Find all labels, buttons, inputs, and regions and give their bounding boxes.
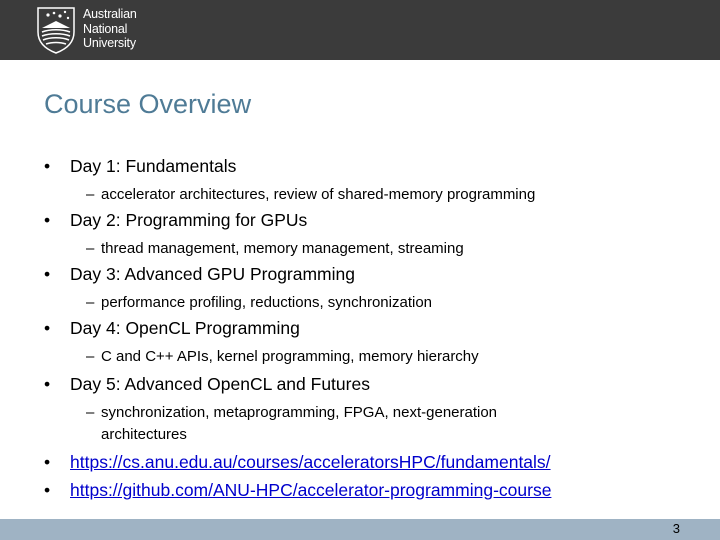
sub-item xyxy=(86,186,536,203)
bullet-icon: • xyxy=(44,318,51,338)
course-fundamentals-link[interactable]: https://cs.anu.edu.au/courses/acceleratorsHPC/fundamentals/ xyxy=(70,452,551,472)
dash-icon: – xyxy=(86,348,95,365)
list-item-text: Day 5: Advanced OpenCL and Futures xyxy=(70,374,370,394)
list-item xyxy=(44,318,300,339)
logo-line: Australian xyxy=(83,7,137,21)
list-item xyxy=(44,156,237,177)
bullet-icon: • xyxy=(44,264,51,284)
bullet-icon: • xyxy=(44,374,51,394)
list-item xyxy=(44,210,308,231)
logo-line: University xyxy=(83,36,136,50)
sub-item-text: synchronization, metaprogramming, FPGA, next-generation xyxy=(101,404,498,421)
header-bar xyxy=(0,0,720,60)
list-item-text: Day 2: Programming for GPUs xyxy=(70,210,308,230)
sub-item-text: C and C++ APIs, kernel programming, memory hierarchy xyxy=(101,348,479,365)
sub-item-text: performance profiling, reductions, synchronization xyxy=(101,294,433,311)
sub-item xyxy=(86,294,433,311)
bullet-icon: • xyxy=(44,156,51,176)
list-item-text: Day 1: Fundamentals xyxy=(70,156,237,176)
list-item xyxy=(44,264,355,285)
bullet-icon: • xyxy=(44,210,51,230)
logo-line: National xyxy=(83,21,128,36)
sub-item xyxy=(86,404,498,421)
sub-item-text: architectures xyxy=(101,426,187,443)
list-item xyxy=(44,374,370,395)
bullet-icon: • xyxy=(44,452,51,472)
page-number: 3 xyxy=(672,521,680,536)
dash-icon: – xyxy=(86,404,95,421)
crest-icon xyxy=(34,6,78,54)
bullet-icon: • xyxy=(44,480,51,500)
university-logo xyxy=(34,6,164,54)
footer-bar xyxy=(0,519,720,540)
list-item-text: Day 4: OpenCL Programming xyxy=(70,318,300,338)
list-item-text: Day 3: Advanced GPU Programming xyxy=(70,264,355,284)
list-item xyxy=(44,452,551,473)
dash-icon: – xyxy=(86,240,95,257)
sub-item xyxy=(86,240,464,257)
github-repo-link[interactable]: https://github.com/ANU-HPC/accelerator-programming-course xyxy=(70,480,552,500)
sub-item-text: accelerator architectures, review of shared-memory programming xyxy=(101,186,536,203)
list-item xyxy=(44,480,552,501)
dash-icon: – xyxy=(86,186,95,203)
logo-wordmark xyxy=(83,7,137,51)
dash-icon: – xyxy=(86,294,95,311)
slide-title: Course Overview xyxy=(44,89,252,119)
sub-item xyxy=(86,348,479,365)
sub-item-text: thread management, memory management, streaming xyxy=(101,240,464,257)
sub-item-continuation xyxy=(101,426,187,443)
